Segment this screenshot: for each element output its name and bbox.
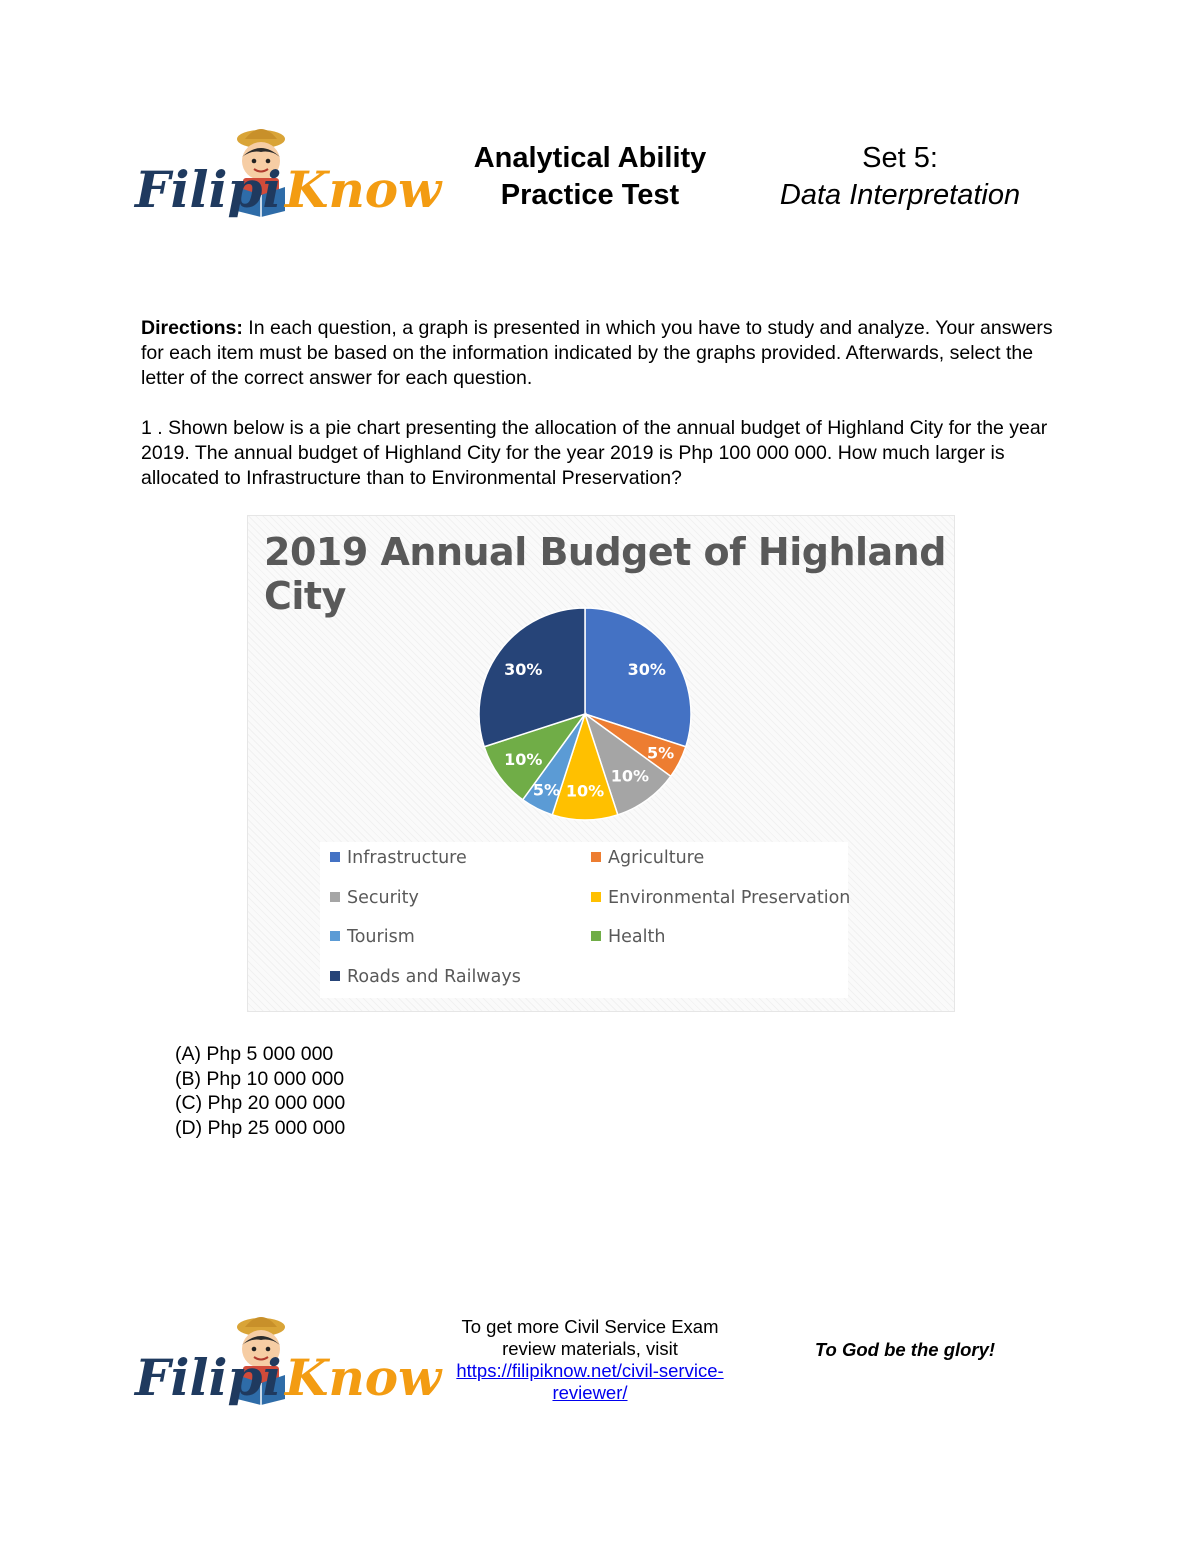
page-title — [430, 140, 750, 214]
filipiknow-logo — [133, 125, 442, 225]
legend-label: Agriculture — [608, 848, 705, 868]
legend-label: Roads and Railways — [347, 966, 521, 987]
legend-label: Environmental Preservation — [608, 887, 851, 908]
option-c[interactable]: (C) Php 20 000 000 — [175, 1092, 346, 1114]
pie-label-security: 10% — [610, 766, 650, 786]
footer-line-2: review materials, visit — [502, 1338, 678, 1359]
legend-item-agriculture — [591, 848, 704, 868]
directions-paragraph — [141, 316, 1071, 391]
pie-chart — [247, 515, 955, 1012]
directions-label: Directions: — [141, 317, 243, 339]
legend-item-health — [591, 927, 665, 947]
legend-swatch — [591, 931, 601, 941]
legend-swatch — [330, 971, 340, 981]
legend-item-environmental-preservation — [591, 888, 850, 908]
option-b[interactable]: (B) Php 10 000 000 — [175, 1067, 345, 1090]
footer-link[interactable] — [456, 1360, 723, 1403]
filipiknow-logo-footer — [133, 1313, 442, 1413]
logo-text-know: Know — [285, 1348, 442, 1407]
legend-swatch — [591, 892, 601, 902]
pie-chart-svg — [248, 516, 954, 846]
legend-item-roads-and-railways — [330, 967, 521, 987]
set-subtitle: Data Interpretation — [779, 179, 1021, 211]
logo-text-know: Know — [285, 160, 442, 219]
set-heading — [760, 140, 1040, 214]
pie-label-roads-and-railways: 30% — [504, 660, 543, 680]
legend-label: Infrastructure — [347, 848, 467, 868]
footer-promo — [440, 1316, 740, 1404]
legend-label: Tourism — [347, 927, 415, 947]
footer-line-1: To get more Civil Service Exam — [461, 1316, 719, 1337]
legend-swatch — [330, 931, 340, 941]
legend-label: Health — [608, 927, 666, 947]
pie-label-agriculture: 5% — [646, 743, 675, 763]
option-a[interactable]: (A) Php 5 000 000 — [175, 1043, 334, 1065]
title-line-1: Analytical Ability — [473, 142, 707, 174]
footer-link-line-2[interactable]: reviewer/ — [552, 1382, 628, 1403]
question-text: 1 . Shown below is a pie chart presenting the allocation of the annual budget of Highland City for the year 2019. The annual budget of Highland City for the year 2019 is Php 100 000 000. How much larger is allocated to Infrastructure than to Environmental Preservation? — [141, 417, 1048, 489]
footer-motto: To God be the glory! — [814, 1339, 996, 1360]
option-d[interactable]: (D) Php 25 000 000 — [175, 1116, 346, 1139]
footer-link-line-1[interactable]: https://filipiknow.net/civil-service- — [456, 1360, 724, 1381]
legend-item-infrastructure — [330, 848, 467, 868]
legend-swatch — [330, 852, 340, 862]
legend-item-tourism — [330, 927, 415, 947]
directions-text: In each question, a graph is presented in which you have to study and analyze. Your answers for each item must be based on the information indicated by the graphs provided. Afterwards, select the letter of the correct answer for each question. — [141, 317, 1053, 389]
logo-text-filipi: Filipi — [135, 1348, 282, 1407]
pie-label-health: 10% — [504, 749, 543, 769]
title-line-2: Practice Test — [500, 179, 680, 211]
legend-label: Security — [347, 887, 419, 908]
set-label: Set 5: — [862, 142, 938, 174]
chart-legend — [320, 842, 851, 998]
legend-swatch — [591, 852, 601, 862]
logo-text-filipi: Filipi — [135, 160, 282, 219]
answer-options — [175, 1042, 345, 1140]
pie-label-tourism: 5% — [532, 780, 561, 800]
pie-label-infrastructure: 30% — [627, 660, 666, 680]
legend-swatch — [330, 892, 340, 902]
chart-title: 2019 Annual Budget of Highland City — [264, 530, 946, 618]
legend-item-security — [330, 888, 419, 908]
pie-label-environmental-preservation: 10% — [565, 781, 605, 801]
